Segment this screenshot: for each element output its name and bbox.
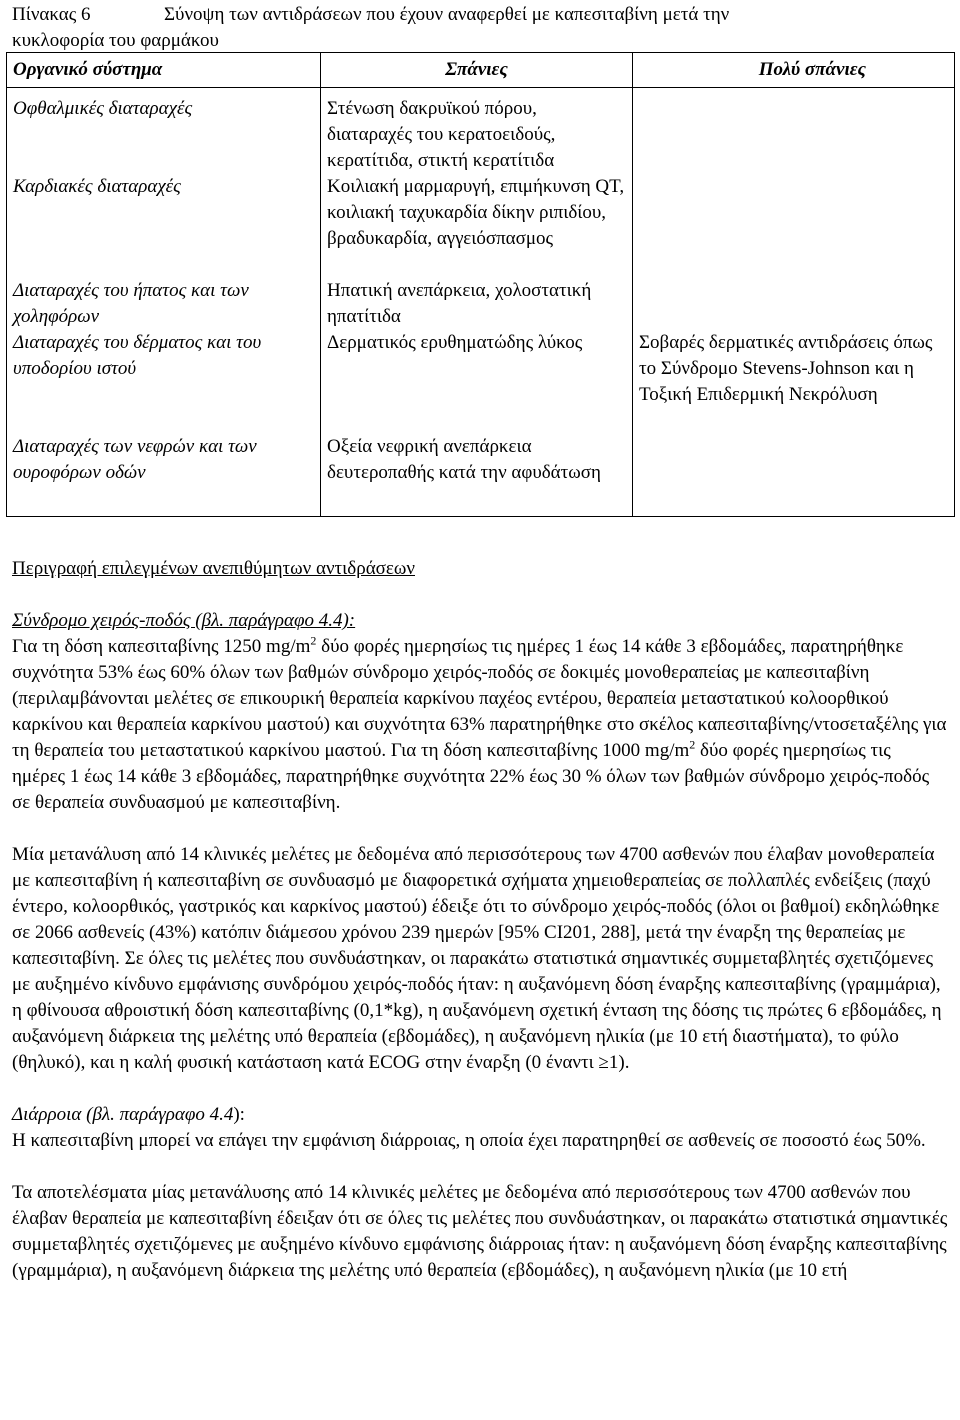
diarrhoea-paragraph-2: Τα αποτελέσματα μίας μετανάλυσης από 14 κλινικές μελέτες με δεδομένα από περισσότερους των 4700 ασθενών που έλαβαν θεραπεία με καπεσιταβίνη έδειξαν ότι σε όλες τις μελέτες που συνδυάστηκαν, οι παρακάτω στατιστικά σημαντικές συμμεταβλητές σχετιζόμενες με αυξημένο κίνδυνο εμφάνισης διάρροιας ήταν: η αυξανόμενη δόση έναρξης καπεσιταβίνης (γραμμάρια), η αυξανόμενη διάρκεια της μελέτης υπό θεραπεία (εβδομάδες), η αυξανόμενη ηλικία (με 10 ετή bbox=[12, 1182, 948, 1281]
table-row bbox=[7, 88, 955, 175]
organ-cell: Διαταραχές των νεφρών και των ουροφόρων οδών bbox=[7, 434, 321, 516]
hfs-paragraph-2: Μία μετανάλυση από 14 κλινικές μελέτες με δεδομένα από περισσότερους των 4700 ασθενών που έλαβαν μονοθεραπεία με καπεσιταβίνη ή καπεσιταβίνη σε συνδυασμό με διαφορετικά σχήματα χημειοθεραπείας σε πολλαπλές ενδείξεις (παχύ έντερο, κολοορθικός, γαστρικός και καρκίνος μαστού) έδειξε ότι το σύνδρομο χειρός-ποδός (όλοι οι βαθμοί) εκδηλώθηκε σε 2066 ασθενείς (43%) κατόπιν διάμεσου χρόνου 239 ημερών [95% CI201, 288], μετά την έναρξη της θεραπείας με καπεσιταβίνη. Σε όλες τις μελέτες που συνδυάστηκαν, οι παρακάτω στατιστικά σημαντικές συμμεταβλητές σχετιζόμενες με αυξημένο κίνδυνο εμφάνισης συνδρόμου χειρός-ποδός ήταν: η αυξανόμενη δόση έναρξης καπεσιταβίνης (γραμμάρια), η φθίνουσα αθροιστική δόση καπεσιταβίνης (0,1*kg), η αυξανόμενη σχετική ένταση της δόσης τις πρώτες 6 εβδομάδες, η αυξανόμενη διάρκεια της μελέτης υπό θεραπεία (εβδομάδες), η αυξανόμενη ηλικία (με 10 ετή διαστήματα), το φύλο (θηλυκό), και η καλή φυσική κατάσταση κατά ECOG στην έναρξη (0 έναντι ≥1). bbox=[12, 844, 942, 1073]
header-very-rare: Πολύ σπάνιες bbox=[633, 53, 955, 88]
hfs-text-c: δύο φορές ημερησίως τις ημέρες 1 έως 14 κάθε 3 εβδομάδες, παρατηρήθηκε συχνότητα 22% έως 30 % όλων των βαθμών σύνδρομο χειρός-ποδός σε θεραπεία συνδυασμού με καπεσιταβίνη. bbox=[12, 740, 930, 813]
rare-cell: Κοιλιακή μαρμαρυγή, επιμήκυνση QT, κοιλιακή ταχυκαρδία δίκην ριπιδίου, βραδυκαρδία, αγγειόσπασμος bbox=[321, 174, 633, 278]
very-rare-cell bbox=[633, 88, 955, 175]
rare-cell: Οξεία νεφρική ανεπάρκεια δευτεροπαθής κατά την αφυδάτωση bbox=[321, 434, 633, 516]
rare-cell: Δερματικός ερυθηματώδης λύκος bbox=[321, 330, 633, 434]
table-number: Πίνακας 6 bbox=[12, 4, 91, 25]
section-heading: Περιγραφή επιλεγμένων ανεπιθύμητων αντιδράσεων bbox=[12, 558, 415, 579]
superscript: 2 bbox=[310, 633, 317, 648]
adverse-reactions-table bbox=[6, 52, 955, 517]
caption-line-2: κυκλοφορία του φαρμάκου bbox=[12, 30, 219, 51]
hfs-heading: Σύνδρομο χειρός-ποδός (βλ. παράγραφο 4.4): bbox=[12, 610, 356, 631]
very-rare-cell bbox=[633, 174, 955, 278]
table-row bbox=[7, 174, 955, 278]
very-rare-cell bbox=[633, 434, 955, 516]
table-row bbox=[7, 434, 955, 516]
hfs-text-a: Για τη δόση καπεσιταβίνης 1250 mg/m bbox=[12, 636, 311, 657]
table-caption bbox=[12, 2, 942, 54]
header-organ-system: Οργανικό σύστημα bbox=[7, 53, 321, 88]
diarrhoea-heading-text: Διάρροια (βλ. παράγραφο 4.4 bbox=[12, 1104, 234, 1125]
table-header-row bbox=[7, 53, 955, 88]
document-body bbox=[12, 556, 948, 1284]
caption-line-1 bbox=[12, 2, 942, 28]
header-rare: Σπάνιες bbox=[321, 53, 633, 88]
caption-text-1: Σύνοψη των αντιδράσεων που έχουν αναφερθεί με καπεσιταβίνη μετά την bbox=[164, 4, 730, 25]
organ-cell: Διαταραχές του δέρματος και του υποδορίου ιστού bbox=[7, 330, 321, 434]
organ-cell: Καρδιακές διαταραχές bbox=[7, 174, 321, 278]
hfs-text-b: δύο φορές ημερησίως τις ημέρες 1 έως 14 κάθε 3 εβδομάδες, παρατηρήθηκε συχνότητα 53% έως 60% όλων των βαθμών σύνδρομο χειρός-ποδός σε δοκιμές μονοθεραπείας με καπεσιταβίνη (περιλαμβάνονται μελέτες σε επικουρική θεραπεία καρκίνου παχέος εντέρου, θεραπεία μεταστατικού κολοορθικού καρκίνου και θεραπεία καρκίνου μαστού) και συχνότητα 63% παρατηρήθηκε στο σκέλος καπεσιταβίνης/ντοσεταξέλης για τη θεραπεία του μεταστατικού καρκίνου μαστού. Για τη δόση καπεσιταβίνης 1000 mg/m bbox=[12, 636, 947, 761]
very-rare-cell: Σοβαρές δερματικές αντιδράσεις όπως το Σύνδρομο Stevens-Johnson και η Τοξική Επιδερμική Νεκρόλυση bbox=[633, 330, 955, 434]
organ-cell: Οφθαλμικές διαταραχές bbox=[7, 88, 321, 175]
very-rare-cell bbox=[633, 278, 955, 330]
rare-cell: Ηπατική ανεπάρκεια, χολοστατική ηπατίτιδα bbox=[321, 278, 633, 330]
diarrhoea-heading-end: ): bbox=[233, 1104, 245, 1125]
diarrhoea-paragraph-1: Η καπεσιταβίνη μπορεί να επάγει την εμφάνιση διάρροιας, η οποία έχει παρατηρηθεί σε ασθενείς σε ποσοστό έως 50%. bbox=[12, 1130, 926, 1151]
superscript: 2 bbox=[689, 737, 696, 752]
rare-cell: Στένωση δακρυϊκού πόρου, διαταραχές του κερατοειδούς, κερατίτιδα, στικτή κερατίτιδα bbox=[321, 88, 633, 175]
hfs-paragraph-1 bbox=[12, 634, 948, 816]
diarrhoea-heading bbox=[12, 1102, 948, 1128]
table-row bbox=[7, 278, 955, 330]
organ-cell: Διαταραχές του ήπατος και των χοληφόρων bbox=[7, 278, 321, 330]
table-row bbox=[7, 330, 955, 434]
